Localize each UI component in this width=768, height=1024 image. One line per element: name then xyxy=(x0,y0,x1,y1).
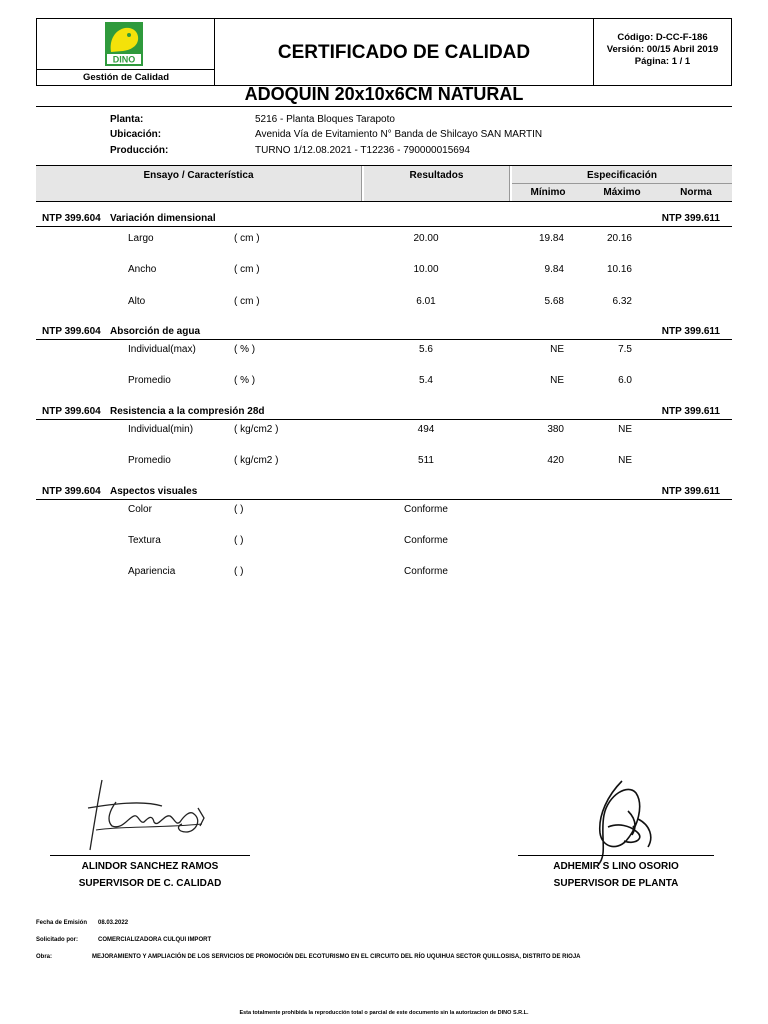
row-name: Ancho xyxy=(128,264,157,275)
section-ntp: NTP 399.604 xyxy=(42,213,101,224)
row-result: 6.01 xyxy=(416,296,436,307)
header-subdivider xyxy=(512,183,732,184)
row-name: Alto xyxy=(128,296,146,307)
info-label: Producción: xyxy=(110,145,169,156)
header-especificacion: Especificación xyxy=(512,166,732,201)
section-aspectos-visuales xyxy=(36,486,732,500)
product-divider xyxy=(36,106,732,107)
emission-date-value: 08.03.2022 xyxy=(98,920,129,926)
row-name: Individual(min) xyxy=(128,424,194,435)
section-ntp: NTP 399.604 xyxy=(42,326,101,337)
row-result: 5.4 xyxy=(419,375,433,386)
document-code-block xyxy=(593,19,731,86)
row-result: Conforme xyxy=(404,504,448,515)
row-max: 6.0 xyxy=(618,375,632,386)
document-code: Código: D-CC-F-186 xyxy=(617,32,708,43)
row-unit: ( % ) xyxy=(234,344,256,355)
section-title: Aspectos visuales xyxy=(110,486,198,497)
signature-left xyxy=(82,770,222,856)
row-unit: ( cm ) xyxy=(234,296,260,307)
product-name: ADOQUIN 20x10x6CM NATURAL xyxy=(244,84,524,104)
row-unit: ( % ) xyxy=(234,375,256,386)
signatory-left-name: ALINDOR SANCHEZ RAMOS xyxy=(81,861,219,872)
row-max: NE xyxy=(618,424,632,435)
header-resultados: Resultados xyxy=(364,166,510,201)
dino-logo xyxy=(105,22,143,66)
emission-date-label: Fecha de Emisión xyxy=(36,920,88,926)
row-max: 20.16 xyxy=(606,233,632,244)
info-label: Planta: xyxy=(110,114,144,125)
results-table-header xyxy=(36,165,732,202)
signature-line-right xyxy=(518,855,714,856)
department-label: Gestión de Calidad xyxy=(37,69,215,86)
row-result: 511 xyxy=(418,455,434,466)
row-result: 20.00 xyxy=(413,233,439,244)
row-result: 494 xyxy=(417,424,435,435)
section-norma: NTP 399.611 xyxy=(661,213,720,224)
header-ensayo: Ensayo / Característica xyxy=(36,166,362,201)
row-unit: ( ) xyxy=(234,504,244,515)
row-result: 5.6 xyxy=(419,344,433,355)
row-unit: ( cm ) xyxy=(234,233,260,244)
row-result: Conforme xyxy=(404,535,448,546)
row-unit: ( kg/cm2 ) xyxy=(234,455,279,466)
table-row xyxy=(0,344,768,358)
section-variacion-dimensional xyxy=(36,213,732,227)
row-unit: ( ) xyxy=(234,535,244,546)
section-resistencia-compresion xyxy=(36,406,732,420)
section-title: Resistencia a la compresión 28d xyxy=(110,406,265,417)
section-title: Absorción de agua xyxy=(110,326,201,337)
info-label: Ubicación: xyxy=(110,129,162,140)
row-result: 10.00 xyxy=(413,264,439,275)
row-name: Individual(max) xyxy=(128,344,196,355)
table-row xyxy=(0,455,768,469)
section-ntp: NTP 399.604 xyxy=(42,406,101,417)
certificate-header xyxy=(36,18,732,86)
row-min: NE xyxy=(550,375,564,386)
logo-cell xyxy=(37,19,215,86)
row-min: 420 xyxy=(547,455,564,466)
table-row xyxy=(0,535,768,549)
section-norma: NTP 399.611 xyxy=(661,406,720,417)
header-maximo: Máximo xyxy=(603,187,641,198)
signatory-right-name: ADHEMIR S LINO OSORIO xyxy=(553,861,679,872)
table-row xyxy=(0,424,768,438)
row-result: Conforme xyxy=(404,566,448,577)
section-absorcion-agua xyxy=(36,326,732,340)
info-value: 5216 - Planta Bloques Tarapoto xyxy=(255,114,395,125)
header-minimo: Mínimo xyxy=(530,187,566,198)
logo-wordmark: DINO xyxy=(112,54,136,65)
table-row xyxy=(0,566,768,580)
project-label: Obra: xyxy=(36,954,53,960)
row-min: 9.84 xyxy=(544,264,564,275)
row-max: 6.32 xyxy=(612,296,632,307)
row-name: Apariencia xyxy=(128,566,176,577)
row-max: 7.5 xyxy=(618,344,632,355)
table-row xyxy=(0,264,768,278)
info-value: TURNO 1/12.08.2021 - T12236 - 790000015694 xyxy=(255,145,470,156)
table-row xyxy=(0,375,768,389)
row-name: Promedio xyxy=(128,455,171,466)
project-value: MEJORAMIENTO Y AMPLIACIÓN DE LOS SERVICIOS DE PROMOCIÓN DEL ECOTURISMO EN EL CIRCUITO DEL RÍO UQUIHUA SECTOR QUILLOSISA, DISTRITO DE RIOJA xyxy=(92,954,581,960)
row-name: Color xyxy=(128,504,152,515)
signature-line-left xyxy=(50,855,250,856)
row-name: Textura xyxy=(128,535,161,546)
row-unit: ( kg/cm2 ) xyxy=(234,424,279,435)
disclaimer: Esta totalmente prohibida la reproducción total o parcial de este documento sin la autorizacion de DINO S.R.L. xyxy=(239,1010,529,1016)
section-norma: NTP 399.611 xyxy=(661,486,720,497)
section-ntp: NTP 399.604 xyxy=(42,486,101,497)
row-name: Largo xyxy=(128,233,154,244)
row-max: 10.16 xyxy=(606,264,632,275)
table-row xyxy=(0,296,768,310)
row-unit: ( cm ) xyxy=(234,264,260,275)
signatory-right-role: SUPERVISOR DE PLANTA xyxy=(553,878,679,889)
row-min: 5.68 xyxy=(544,296,564,307)
row-min: NE xyxy=(550,344,564,355)
requested-by-label: Solicitado por: xyxy=(36,937,78,943)
requested-by-value: COMERCIALIZADORA CULQUI IMPORT xyxy=(98,937,212,943)
table-row xyxy=(0,504,768,518)
row-min: 19.84 xyxy=(538,233,564,244)
info-value: Avenida Vía de Evitamiento N° Banda de Shilcayo SAN MARTIN xyxy=(255,129,543,140)
section-title: Variación dimensional xyxy=(110,213,216,224)
document-title: CERTIFICADO DE CALIDAD xyxy=(277,42,531,63)
row-max: NE xyxy=(618,455,632,466)
row-unit: ( ) xyxy=(234,566,244,577)
signatory-left-role: SUPERVISOR DE C. CALIDAD xyxy=(78,878,222,889)
header-norma: Norma xyxy=(680,187,712,198)
row-name: Promedio xyxy=(128,375,171,386)
row-min: 380 xyxy=(547,424,564,435)
section-norma: NTP 399.611 xyxy=(661,326,720,337)
document-version: Versión: 00/15 Abril 2019 xyxy=(606,44,719,55)
table-row xyxy=(0,233,768,247)
document-page: Página: 1 / 1 xyxy=(634,56,691,67)
